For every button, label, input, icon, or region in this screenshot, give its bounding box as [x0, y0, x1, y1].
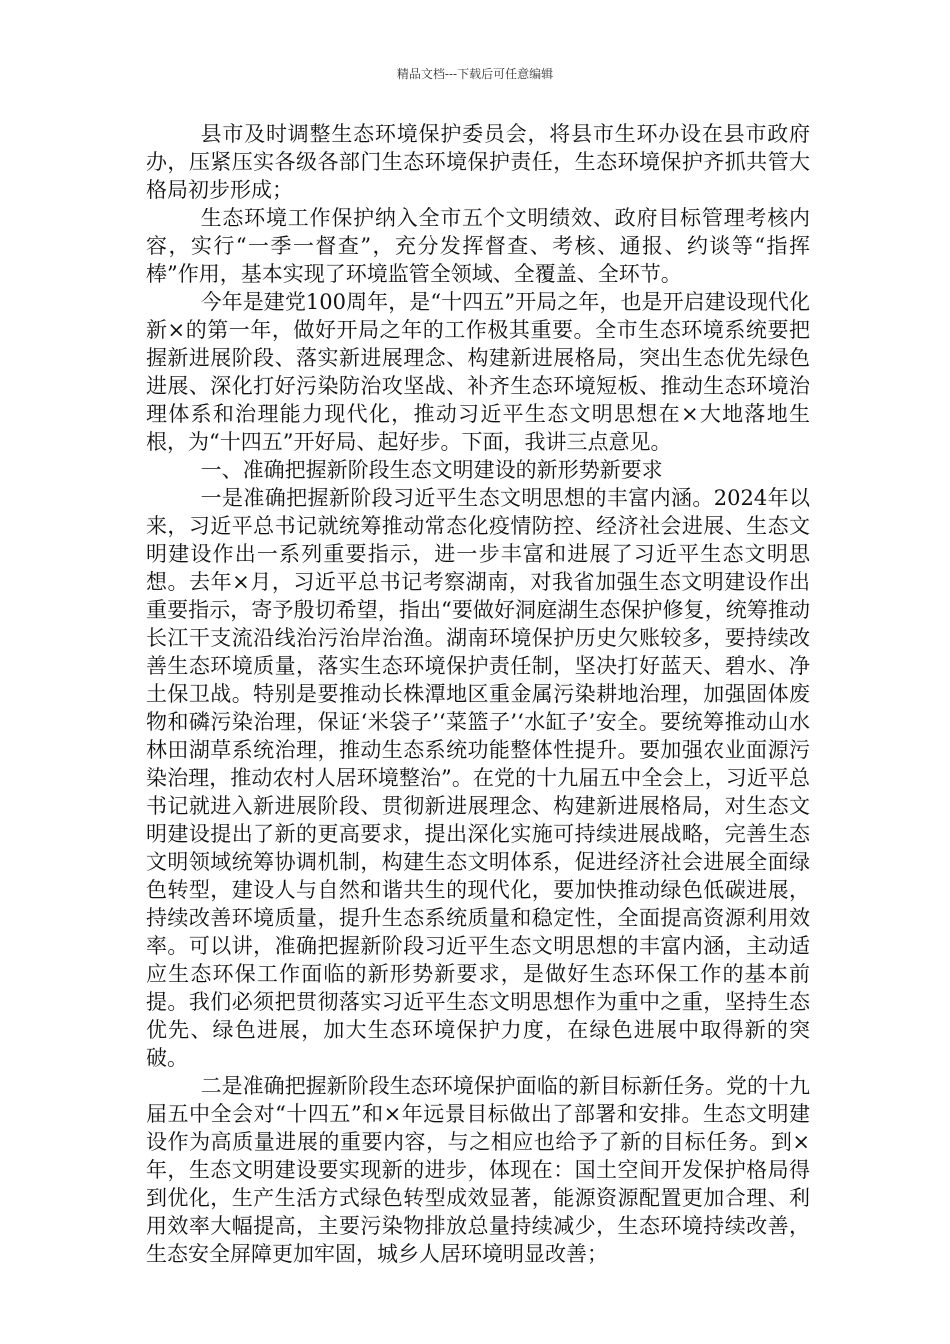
page-header: 精品文档---下载后可任意编辑 [396, 67, 554, 81]
paragraph-4: 一是准确把握新阶段习近平生态文明思想的丰富内涵。2024年以来，习近平总书记就统筹推动常态化疫情防控、经济社会进展、生态文明建设作出一系列重要指示，进一步丰富和进展了习近平生态文明思想。去年×月，习近平总书记考察湖南，对我省加强生态文明建设作出重要指示，寄予殷切希望，指出“要做好洞庭湖生态保护修复，统筹推动长江干支流沿线治污治岸治渔。湖南环境保护历史欠账较多，要持续改善生态环境质量，落实生态环境保护责任制，坚决打好蓝天、碧水、净土保卫战。特别是要推动长株潭地区重金属污染耕地治理，加强固体废物和磷污染治理，保证‘米袋子’‘菜篮子’‘水缸子’安全。要统筹推动山水林田湖草系统治理，推动生态系统功能整体性提升。要加强农业面源污染治理，推动农村人居环境整治”。在党的十九届五中全会上，习近平总书记就进入新进展阶段、贯彻新进展理念、构建新进展格局，对生态文明建设提出了新的更高要求，提出深化实施可持续进展战略，完善生态文明领域统筹协调机制，构建生态文明体系，促进经济社会进展全面绿色转型，建设人与自然和谐共生的现代化，要加快推动绿色低碳进展，持续改善环境质量，提升生态系统质量和稳定性，全面提高资源利用效率。可以讲，准确把握新阶段习近平生态文明思想的丰富内涵，主动适应生态环保工作面临的新形势新要求，是做好生态环保工作的基本前提。我们必须把贯彻落实习近平生态文明思想作为重中之重，坚持生态优先、绿色进展，加大生态环境保护力度，在绿色进展中取得新的突破。 [146, 486, 810, 1070]
paragraph-5: 二是准确把握新阶段生态环境保护面临的新目标新任务。党的十九届五中全会对“十四五”和×年远景目标做出了部署和安排。生态文明建设作为高质量进展的重要内容，与之相应也给予了新的目标任务。到×年，生态文明建设要实现新的进步，体现在：国土空间开发保护格局得到优化，生产生活方式绿色转型成效显著，能源资源配置更加合理、利用效率大幅提高，主要污染物排放总量持续减少，生态环境持续改善，生态安全屏障更加牢固，城乡人居环境明显改善； [146, 1074, 810, 1266]
paragraph-2: 生态环境工作保护纳入全市五个文明绩效、政府目标管理考核内容，实行“一季一督查”，充分发挥督查、考核、通报、约谈等“指挥棒”作用，基本实现了环境监管全领域、全覆盖、全环节。 [146, 206, 810, 286]
section-heading-1: 一、准确把握新阶段生态文明建设的新形势新要求 [200, 458, 663, 482]
paragraph-3: 今年是建党100周年，是“十四五”开局之年，也是开启建设现代化新×的第一年，做好开局之年的工作极其重要。全市生态环境系统要把握新进展阶段、落实新进展理念、构建新进展格局，突出生态优先绿色进展、深化打好污染防治攻坚战、补齐生态环境短板、推动生态环境治理体系和治理能力现代化，推动习近平生态文明思想在×大地落地生根，为“十四五”开好局、起好步。下面，我讲三点意见。 [146, 290, 810, 454]
document-body [146, 120, 810, 1268]
paragraph-1: 县市及时调整生态环境保护委员会，将县市生环办设在县市政府办，压紧压实各级各部门生态环境保护责任，生态环境保护齐抓共管大格局初步形成； [146, 122, 810, 202]
